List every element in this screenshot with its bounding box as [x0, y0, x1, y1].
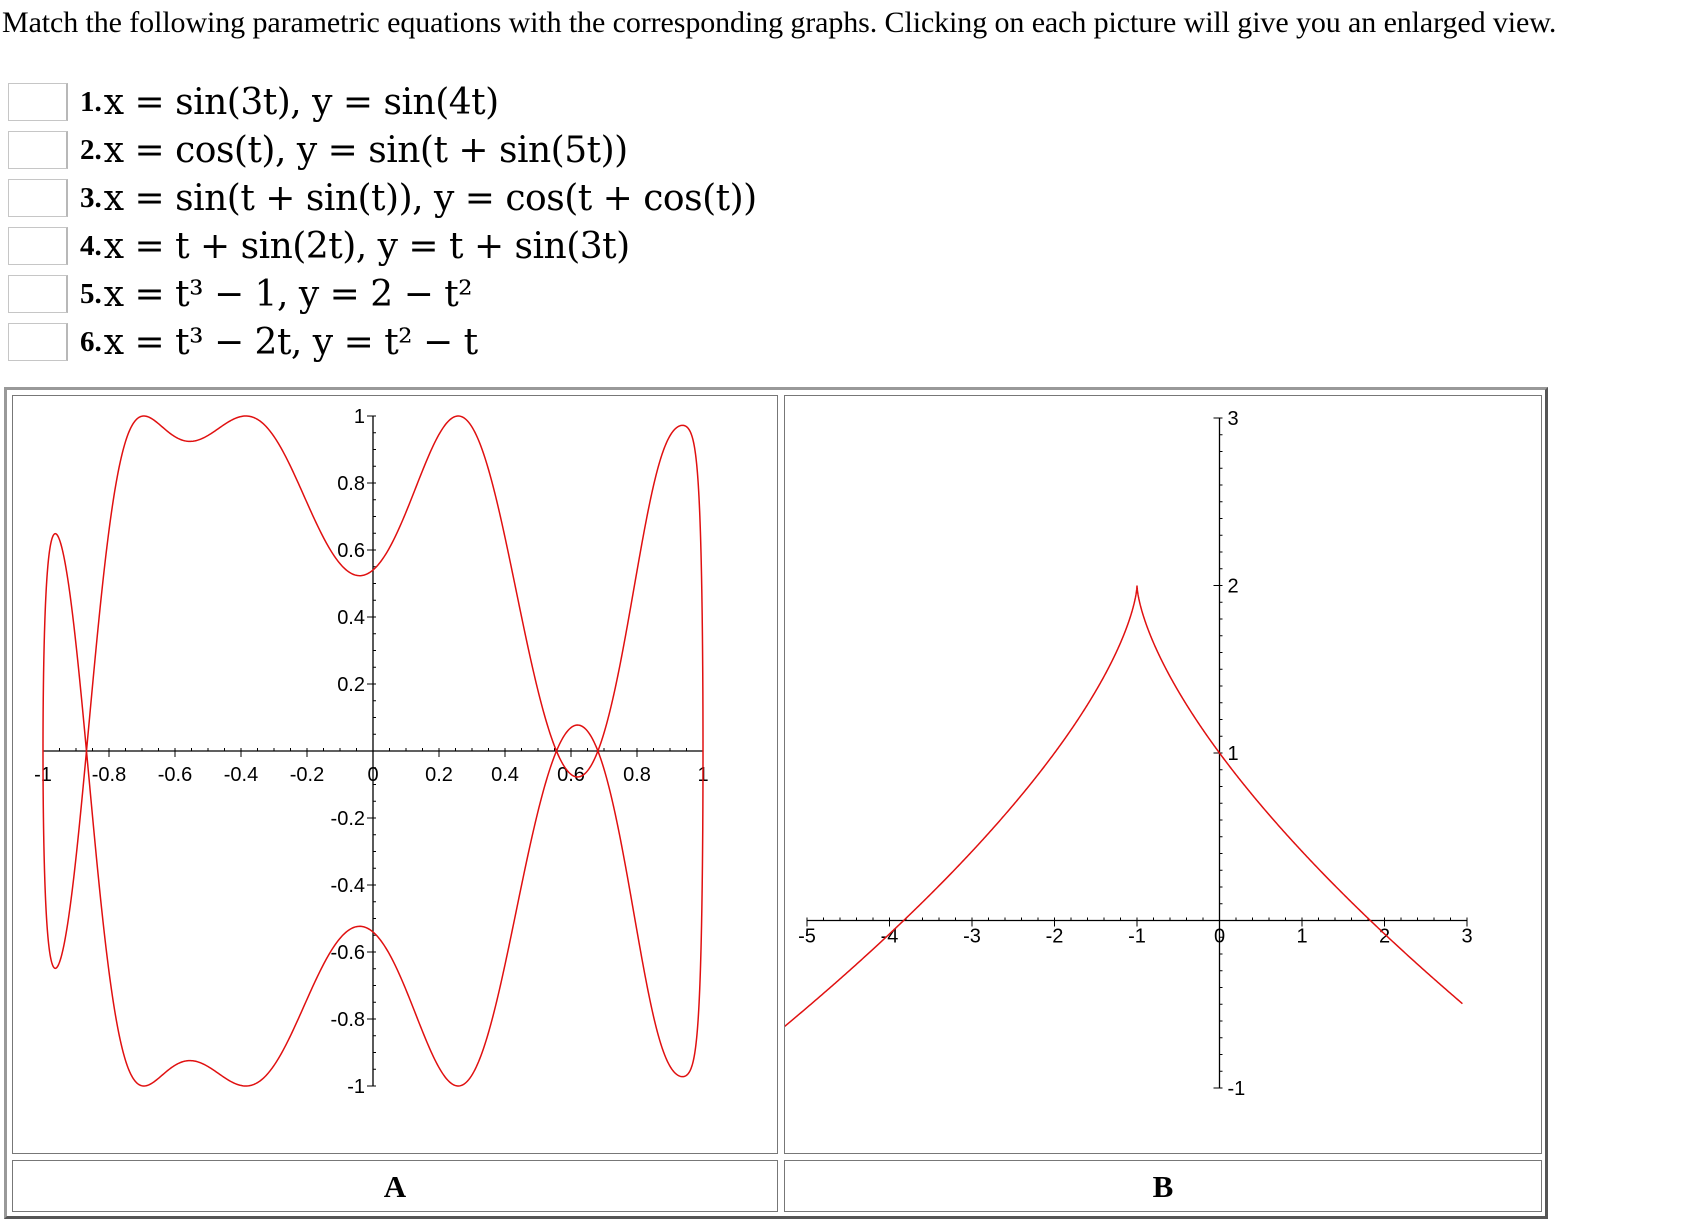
- answer-input-2[interactable]: [8, 131, 68, 169]
- x-tick-label: -5: [798, 925, 816, 948]
- x-tick-label: 3: [1461, 925, 1473, 948]
- graph-table: [4, 387, 1548, 1219]
- x-tick-label: -4: [880, 925, 899, 948]
- problem-row-3: [8, 174, 757, 222]
- y-tick-label: -0.6: [330, 942, 365, 965]
- x-tick-label: -3: [963, 925, 981, 948]
- problem-list: [8, 78, 757, 366]
- x-tick-label: -2: [1045, 925, 1064, 948]
- x-tick-label: 2: [1378, 925, 1391, 948]
- problem-equation: x = sin(t + sin(t)), y = cos(t + cos(t)): [103, 177, 757, 219]
- y-tick-label: 3: [1227, 408, 1239, 431]
- problem-row-5: [8, 270, 757, 318]
- x-tick-label: -0.6: [157, 764, 193, 786]
- problem-equation: x = cos(t), y = sin(t + sin(5t)): [103, 129, 628, 171]
- answer-input-4[interactable]: [8, 227, 68, 265]
- graph-a-caption: A: [12, 1160, 778, 1212]
- y-tick-label: 1: [1227, 743, 1239, 766]
- problem-row-2: [8, 126, 757, 174]
- graph-b-caption: B: [784, 1160, 1542, 1212]
- instructions-text: Match the following parametric equations with the corresponding graphs. Clicking on each picture will give you an enlarged view.: [2, 6, 1557, 39]
- graph-a-plot: [13, 396, 777, 1153]
- graph-a-thumbnail[interactable]: [12, 395, 778, 1154]
- y-tick-label: 0.4: [337, 607, 365, 630]
- problem-equation: x = t³ − 2t, y = t² − t: [103, 321, 478, 363]
- y-tick-label: -0.2: [330, 808, 365, 831]
- answer-input-1[interactable]: [8, 83, 68, 121]
- problem-number: 4.: [80, 229, 102, 262]
- x-tick-label: 0: [367, 764, 379, 786]
- x-tick-label: 0.4: [491, 764, 519, 786]
- x-tick-label: 0.8: [623, 764, 651, 786]
- y-tick-label: -1: [347, 1076, 365, 1099]
- problem-row-1: [8, 78, 757, 126]
- problem-row-6: [8, 318, 757, 366]
- y-tick-label: 0.8: [337, 473, 365, 496]
- x-tick-label: 1: [1296, 925, 1308, 948]
- problem-number: 6.: [80, 325, 102, 358]
- x-tick-label: -0.4: [223, 764, 259, 786]
- answer-input-5[interactable]: [8, 275, 68, 313]
- answer-input-6[interactable]: [8, 323, 68, 361]
- y-tick-label: 1: [353, 406, 365, 429]
- graph-b-plot: [785, 396, 1541, 1153]
- problem-number: 1.: [80, 85, 102, 118]
- problem-equation: x = t + sin(2t), y = t + sin(3t): [103, 225, 630, 267]
- y-tick-label: 2: [1227, 575, 1239, 598]
- problem-equation: x = sin(3t), y = sin(4t): [103, 81, 499, 123]
- y-tick-label: 0.6: [337, 540, 365, 563]
- y-tick-label: 0.2: [337, 674, 365, 697]
- answer-input-3[interactable]: [8, 179, 68, 217]
- x-tick-label: -1: [34, 764, 52, 786]
- graph-b-thumbnail[interactable]: [784, 395, 1542, 1154]
- y-tick-label: -1: [1227, 1078, 1246, 1101]
- problem-number: 2.: [80, 133, 102, 166]
- x-tick-label: 0.2: [425, 764, 453, 786]
- x-tick-label: -1: [1128, 925, 1146, 948]
- y-tick-label: -0.8: [330, 1009, 365, 1032]
- problem-number: 3.: [80, 181, 102, 214]
- x-tick-label: -0.8: [91, 764, 127, 786]
- x-tick-label: 1: [697, 764, 709, 786]
- problem-number: 5.: [80, 277, 102, 310]
- problem-row-4: [8, 222, 757, 270]
- problem-equation: x = t³ − 1, y = 2 − t²: [103, 273, 473, 315]
- x-tick-label: 0: [1213, 925, 1226, 948]
- parametric-curve: [785, 586, 1462, 1154]
- y-tick-label: -0.4: [330, 875, 365, 898]
- x-tick-label: -0.2: [289, 764, 325, 786]
- x-tick-label: 0.6: [557, 764, 585, 786]
